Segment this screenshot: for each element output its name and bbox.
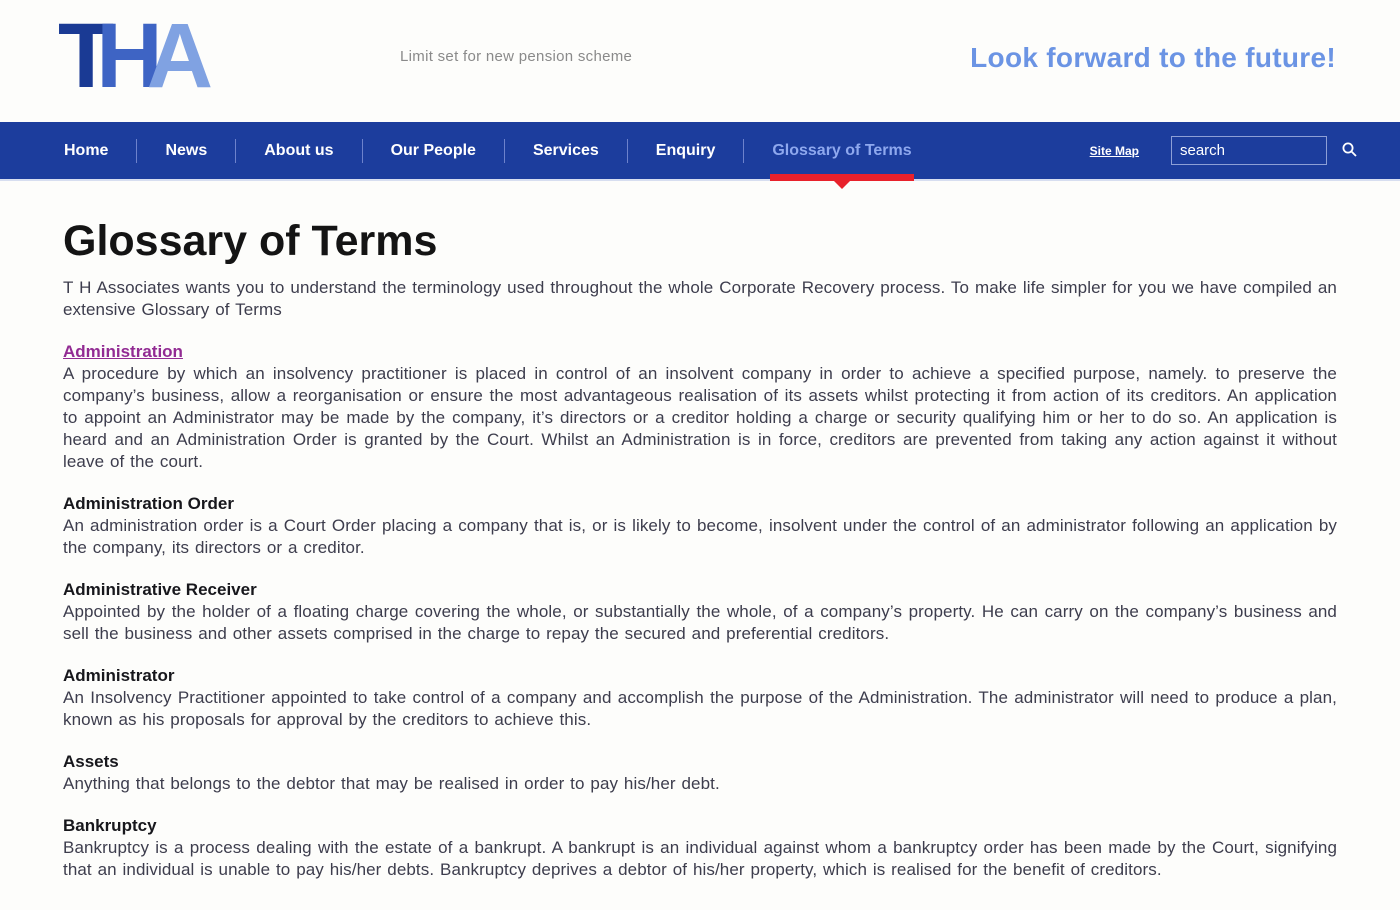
nav-item-enquiry[interactable]	[628, 122, 744, 179]
glossary-entry-administrative-receiver	[63, 579, 1337, 645]
glossary-entry-assets	[63, 751, 1337, 795]
glossary-definition: A procedure by which an insolvency practitioner is placed in control of an insolvent company in order to achieve a specified purpose, namely. to preserve the company’s business, allow a reorganisation or ensure the most advantageous realisation of its assets whilst protecting it from action of its creditors. An application to appoint an Administrator may be made by the company, it’s directors or a creditor holding a charge or security qualifying him or her to do so. An application is heard and an Administration Order is granted by the Court. Whilst an Administration is in force, creditors are prevented from taking any action against it without leave of the court.	[63, 364, 1337, 471]
glossary-entry-administrator	[63, 665, 1337, 731]
glossary-definition: Anything that belongs to the debtor that may be realised in order to pay his/her debt.	[63, 774, 720, 793]
logo-letter-t: T	[58, 5, 109, 107]
glossary-term: Assets	[63, 752, 119, 771]
nav-item-home[interactable]	[36, 122, 136, 179]
glossary-definition: Appointed by the holder of a floating charge covering the whole, or substantially the whole, of a company’s property. He can carry on the company’s business and sell the business and other assets comprised in the charge to repay the secured and preferential creditors.	[63, 602, 1337, 643]
tagline: Look forward to the future!	[970, 42, 1336, 73]
nav-item-label: Enquiry	[655, 141, 716, 159]
logo-letter-h: H	[96, 5, 157, 107]
search-button[interactable]	[1341, 141, 1358, 161]
nav-item-label: Glossary of Terms	[772, 141, 912, 159]
nav-item-about-us[interactable]	[236, 122, 361, 179]
site-map-link[interactable]: Site Map	[1089, 143, 1139, 158]
glossary-definition: Bankruptcy is a process dealing with the estate of a bankrupt. A bankrupt is an individual against whom a bankruptcy order has been made by the Court, signifying that an individual is unable to pay his/her debts. Bankruptcy deprives a debtor of his/her property, which is realised for the benefit of creditors.	[63, 838, 1337, 879]
glossary-entry-administration	[63, 341, 1337, 473]
active-tab-indicator	[770, 174, 913, 181]
glossary-term: Administration Order	[63, 494, 234, 513]
nav-item-our-people[interactable]	[363, 122, 504, 179]
nav-item-label: News	[165, 141, 208, 159]
page-title: Glossary of Terms	[63, 217, 438, 265]
nav-item-glossary-of-terms[interactable]	[744, 122, 939, 179]
nav-item-label: Our People	[390, 141, 476, 159]
magnifier-icon	[1341, 141, 1358, 161]
tha-logo[interactable]	[58, 5, 208, 107]
main-nav	[0, 122, 1400, 181]
nav-item-label: Home	[64, 141, 109, 159]
glossary-term-link[interactable]: Administration	[63, 342, 183, 361]
news-ticker: Limit set for new pension scheme	[400, 48, 633, 65]
nav-item-label: About us	[264, 141, 334, 159]
search-input[interactable]	[1171, 136, 1327, 165]
nav-item-label: Services	[532, 141, 599, 159]
glossary-definition: An administration order is a Court Order placing a company that is, or is likely to become, insolvent under the control of an administrator following an application by the company, its directors or a creditor.	[63, 516, 1337, 557]
glossary-entry-administration-order	[63, 493, 1337, 559]
glossary-term: Bankruptcy	[63, 816, 157, 835]
logo-letter-a: A	[146, 5, 208, 107]
nav-list	[36, 122, 940, 179]
glossary-term: Administrative Receiver	[63, 580, 257, 599]
glossary-entry-bankruptcy	[63, 815, 1337, 881]
glossary-page	[0, 181, 1400, 881]
site-header	[0, 0, 1400, 122]
active-tab-arrow-icon	[834, 181, 850, 189]
nav-item-news[interactable]	[137, 122, 235, 179]
intro-text: T H Associates wants you to understand the terminology used throughout the whole Corporate Recovery process. To make life simpler for you we have compiled an extensive Glossary of Terms	[63, 278, 1337, 319]
glossary-term: Administrator	[63, 666, 175, 685]
glossary-definition: An Insolvency Practitioner appointed to take control of a company and accomplish the purpose of the Administration. The administrator will need to produce a plan, known as his proposals for approval by the creditors to achieve this.	[63, 688, 1337, 729]
nav-item-services[interactable]	[505, 122, 627, 179]
